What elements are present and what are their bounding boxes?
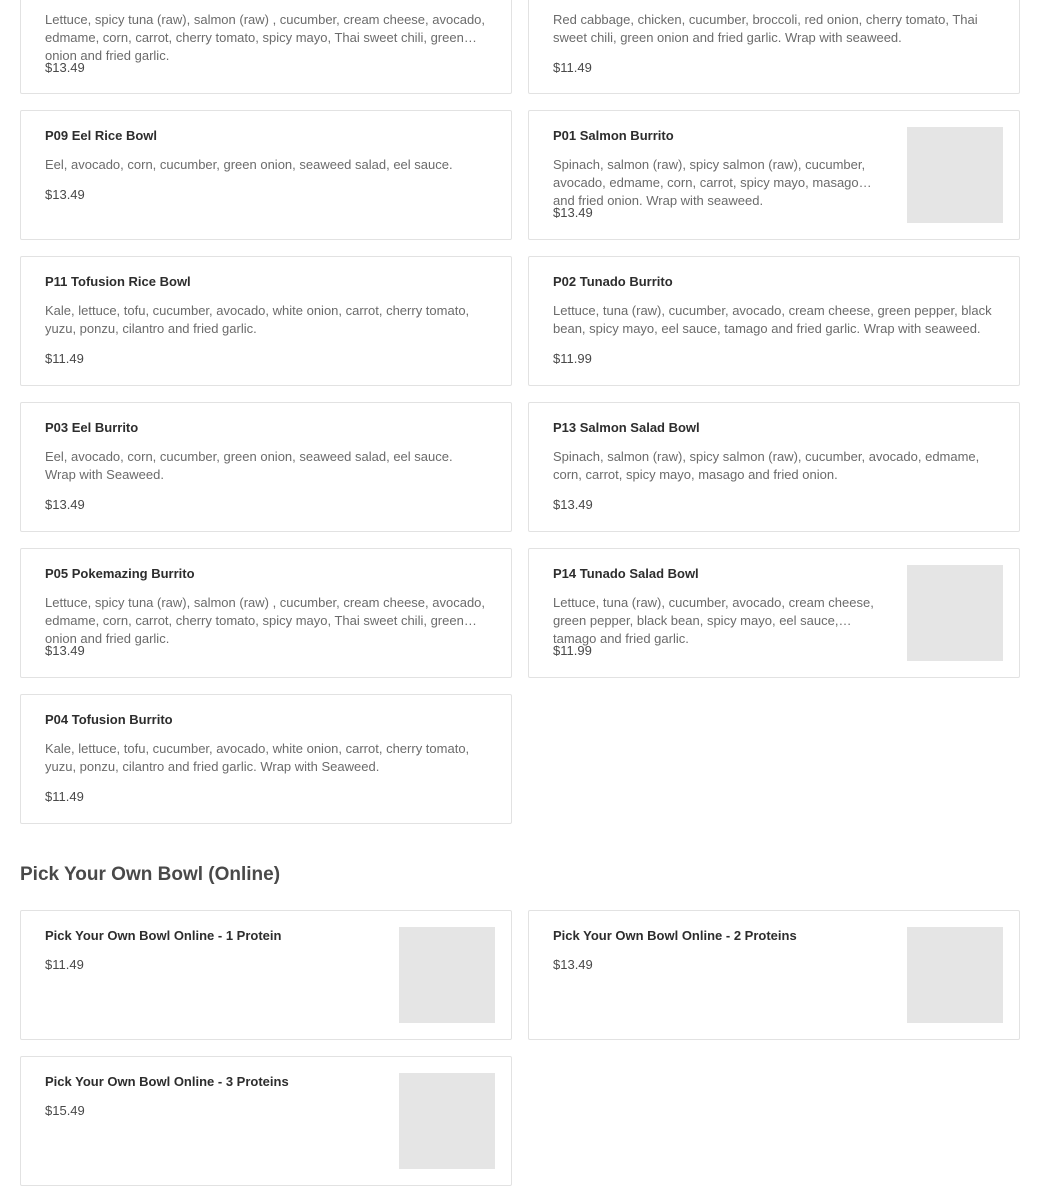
item-name: Pick Your Own Bowl Online - 3 Proteins: [45, 1074, 289, 1089]
item-price: $13.49: [553, 497, 593, 512]
item-name: P02 Tunado Burrito: [553, 274, 673, 289]
menu-item-card[interactable]: [528, 0, 1020, 94]
item-name: Pick Your Own Bowl Online - 2 Proteins: [553, 928, 797, 943]
item-description: Red cabbage, chicken, cucumber, broccoli, red onion, cherry tomato, Thai sweet chili, green onion and fried garlic. Wrap with seaweed.: [553, 12, 978, 45]
item-price: $13.49: [45, 497, 85, 512]
item-name: P04 Tofusion Burrito: [45, 712, 173, 727]
menu-item-card[interactable]: [528, 402, 1020, 532]
item-description: Lettuce, tuna (raw), cucumber, avocado, cream cheese, green pepper, black bean, spicy mayo, eel sauce, tamago and fried garlic. Wrap with seaweed.: [553, 303, 992, 336]
menu-item-card[interactable]: [528, 548, 1020, 678]
item-description: Kale, lettuce, tofu, cucumber, avocado, white onion, carrot, cherry tomato, yuzu, ponzu, cilantro and fried garlic. Wrap with Seaweed.: [45, 741, 470, 774]
item-description: Lettuce, spicy tuna (raw), salmon (raw) , cucumber, cream cheese, avocado, edmame, corn, carrot, cherry tomato, spicy mayo, Thai sweet chili, green onion and fried garlic.: [45, 595, 486, 646]
item-name: P01 Salmon Burrito: [553, 128, 674, 143]
item-price: $11.49: [45, 789, 84, 804]
menu-item-card[interactable]: [20, 402, 512, 532]
item-description: Lettuce, spicy tuna (raw), salmon (raw) , cucumber, cream cheese, avocado, edmame, corn, carrot, cherry tomato, spicy mayo, Thai sweet chili, green onion and fried garlic.: [45, 12, 486, 63]
item-description: Eel, avocado, corn, cucumber, green onion, seaweed salad, eel sauce.: [45, 157, 453, 172]
item-name: P09 Eel Rice Bowl: [45, 128, 157, 143]
item-name: P14 Tunado Salad Bowl: [553, 566, 699, 581]
item-name: P11 Tofusion Rice Bowl: [45, 274, 191, 289]
item-image-placeholder: [399, 927, 495, 1023]
item-description: Lettuce, tuna (raw), cucumber, avocado, cream cheese, green pepper, black bean, spicy mayo, eel sauce, tamago and fried garlic.: [553, 595, 874, 646]
menu-item-card[interactable]: [20, 256, 512, 386]
menu-item-card[interactable]: [528, 256, 1020, 386]
menu-item-card[interactable]: [528, 910, 1020, 1040]
item-image-placeholder: [399, 1073, 495, 1169]
item-description: Kale, lettuce, tofu, cucumber, avocado, white onion, carrot, cherry tomato, yuzu, ponzu, cilantro and fried garlic.: [45, 303, 470, 336]
item-price: $13.49: [45, 187, 85, 202]
menu-item-card[interactable]: [20, 910, 512, 1040]
item-image-placeholder: [907, 127, 1003, 223]
item-price: $11.99: [553, 643, 592, 658]
item-price: $11.49: [45, 957, 84, 972]
item-price: $11.49: [45, 351, 84, 366]
item-price: $15.49: [45, 1103, 85, 1118]
section-title: Pick Your Own Bowl (Online): [20, 864, 281, 885]
menu-item-card[interactable]: [20, 0, 512, 94]
item-name: P13 Salmon Salad Bowl: [553, 420, 700, 435]
item-price: $13.49: [45, 643, 85, 658]
item-image-placeholder: [907, 927, 1003, 1023]
menu-item-card[interactable]: [20, 548, 512, 678]
item-name: Pick Your Own Bowl Online - 1 Protein: [45, 928, 282, 943]
item-image-placeholder: [907, 565, 1003, 661]
item-name: P03 Eel Burrito: [45, 420, 139, 435]
item-name: P05 Pokemazing Burrito: [45, 566, 195, 581]
menu-item-card[interactable]: [20, 694, 512, 824]
item-description: Spinach, salmon (raw), spicy salmon (raw), cucumber, avocado, edmame, corn, carrot, spicy mayo, masago and fried onion.: [553, 449, 980, 482]
item-price: $13.49: [553, 205, 593, 220]
item-price: $13.49: [45, 60, 85, 75]
menu-item-card[interactable]: [20, 110, 512, 240]
item-price: $13.49: [553, 957, 593, 972]
item-price: $11.99: [553, 351, 592, 366]
menu-item-card[interactable]: [20, 1056, 512, 1186]
menu-item-card[interactable]: [528, 110, 1020, 240]
item-price: $11.49: [553, 60, 592, 75]
item-description: Spinach, salmon (raw), spicy salmon (raw), cucumber, avocado, edmame, corn, carrot, spicy mayo, masago and fried onion. Wrap with seaweed.: [553, 157, 866, 208]
item-description: Eel, avocado, corn, cucumber, green onion, seaweed salad, eel sauce. Wrap with Seaweed.: [45, 449, 453, 482]
